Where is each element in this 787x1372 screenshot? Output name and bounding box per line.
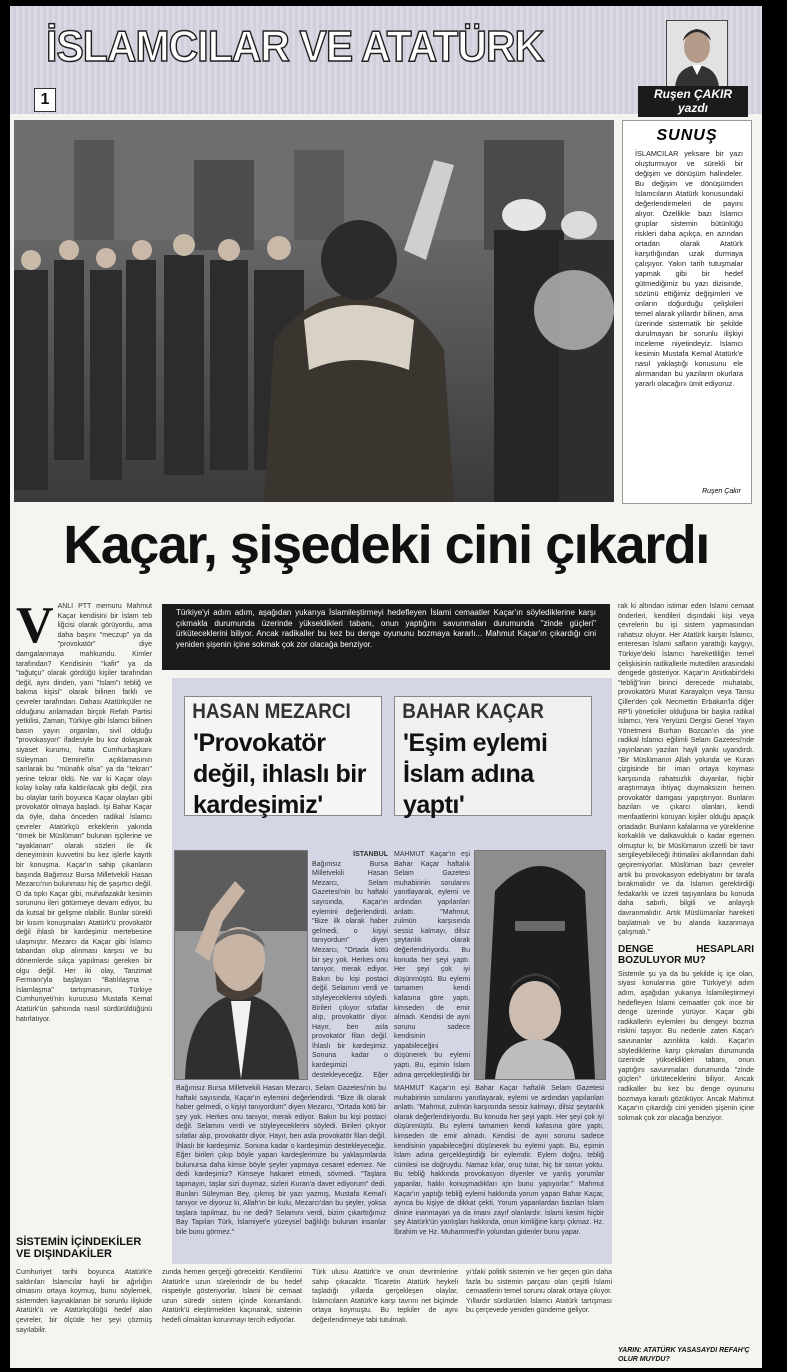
author-caption [638, 86, 748, 117]
series-title: İSLAMCILAR VE ATATÜRK [46, 22, 544, 71]
kacar-photo [474, 850, 606, 1080]
main-photo [14, 120, 614, 502]
section-subhead: SİSTEMİN İÇİNDEKİLER VE DIŞINDAKİLER [16, 1236, 142, 1260]
bottom-column-2: Türk ulusu Atatürk'e ve onun devrimlerine sahip çıkacaktır. Ticaretin Atatürk heykeli taşladığı yıllarda gerçekleşen olaylar, İslamcıların Atatürk'e karşı tavrını net biçimde ortaya koymuştu. Bu tepkiler de aynı değerlendirmeye tabi tutulmalı. [312, 1269, 458, 1324]
bottom-column-3: yı'daki politik sistemin ve her geçen gün daha fazla bu sistemin parçası olan çeşitli İslami cemaatlerin temel sorunu olarak ortaya çıkıyor. Yıllardır sürdürülen İslamcı Atatürk tartışması bu çerçevede yeniden gündeme geliyor. [466, 1269, 612, 1315]
quote-left-dateline: İSTANBUL [353, 851, 388, 858]
mezarci-photo [174, 850, 308, 1080]
quote-right-column [394, 850, 470, 1078]
quote-panel [172, 678, 612, 1264]
author-role: yazdı [677, 101, 708, 115]
quote-left-name: HASAN MEZARCI [192, 700, 351, 723]
headline: Kaçar, şişedeki cini çıkardı [63, 515, 709, 575]
quote-left-column [312, 850, 388, 1078]
next-part-teaser: YARIN: ATATÜRK YASASAYDI REFAH'Ç OLUR MUYDU? [618, 1347, 750, 1363]
series-header [10, 6, 762, 114]
quote-left-body: Bağımsız Bursa Milletvekili Hasan Mezarcı, Selam Gazetesi'nin bu haftaki sayısında, Kaçar'ın eylemini değerlendirdi. "Bize ilk olarak haber gelmedi, o kişiyi tanıyordum" diyen Mezarcı, "Ortada kötü bir şey yok. Herkes onu tanıyor, merak ediyor. Bakın bu kişi postaci değil. Selamını verdi ve söyleyeceklerini söyledi. Birileri çıkıyor sıfatlar alıp, provokatör diyor. Hayır, ben asla provokatör filan değil. İhlaslı bir kardeşimiz. Sonuna kadar o kardeşimizi destekleyeceğiz. Eğer [312, 860, 388, 1078]
bottom-column-1: zunda hemen gerçeği görecektir. Kendilerini Atatürk'e uzun sürelerindir de bu hedef nispetiyle gösteriyorlar. İslami bir cemaat uzun süredir sistem içinde konumlandı. Atatürk'ü eleştirmekten kaçınarak, sistemin hedefi olmaktan korunmayı tercih ediyorlar. [162, 1269, 302, 1324]
sunus-box [622, 120, 752, 504]
quote-left [184, 696, 382, 819]
sunus-text: İSLAMCILAR yeksare bir yazı oluşturmuyor ve sürekli bir değişim ve dönüşüm halindeler. Bu değişim ve dönüşümden İslamcıların Atatürk konusundaki değerlendirmeleri de payını alıyor. Özellikle bazı İslamcı gruplar sistemin bütünlüğü riskleri daha açıkça, en azından ortadan olarak Atatürk karşıtlığından uzak durmaya çalışıyor. Yakın tarih tutuşmalar yapmak gibi bir hedef gütmediğimiz bu yazı dizisinde, sözünü ettiğimiz değişimleri ve onların doğurduğu çelişkileri temel alarak yıllardır bilinen, ama üzerinde sistematik bir şekilde durulmayan bir sorunlu ilişkiyi inceleme niyetindeyiz. İslamcı kesimin Mustafa Kemal Atatürk'e nasıl yaklaştığı konusunu ele alırmandan bu yazıların okurlara yararlı olacağını ümit ediyoruz. [635, 149, 743, 388]
right-column-text-2: Sistemle şu ya da bu şekilde iç içe olan, siyasi konularına göre Türkiye'yi adım adım, aşağıdan yukarıya İslamileştirmeyi hedefleyen İslami cemaatler çok ince bir denge üzerinde yürüyor. Kaçar gibi radikallerin eylemleri bu dengeyi bozma riskini taşıyor. Bu nedenle zaten Kaçar'ı savunanlar azınlıkta kaldı. Kaçar'ın söylediklerine karşı çıkmaları durumunda üzerinde yükseldikleri tabanı, onun yaptığını savunmaları durumunda "zinde güçleri" ürküteceklerini biliyor. Ancak radikaller bu kez bu denge oyununu bozmaya kararlı gözüküyor. Ancak Mahmut Kaçar'ın çıkardığı cini yeniden şişenin içine sokmak çok zor olacağa benziyor. [618, 970, 754, 1122]
right-subhead: DENGE HESAPLARI BOZULUYOR MU? [618, 943, 754, 966]
part-number: 1 [34, 88, 56, 112]
sunus-signature: Ruşen Çakır [702, 488, 741, 495]
author-name: Ruşen ÇAKIR [653, 87, 732, 101]
quote-right-name: BAHAR KAÇAR [402, 700, 544, 723]
sunus-title: SUNUŞ [656, 127, 718, 144]
quote-right-continued [394, 1084, 604, 1260]
dropcap: V [16, 602, 54, 654]
quote-right-continued-text: MAHMUT Kaçar'ın eşi Bahar Kaçar haftalık Selam Gazetesi muhabirinin sorularını yanıtlayarak, eylemi ve ardından yapılanları anlattı. "Mahmut, zulmün karşısında sessiz kalmayı, dilsiz şeytanlık olarak değerlendiriyordu. Bu konuda her şeyi yaptı. Her şeyi çok iyi düşünmüştü. Bu eylemi tamamen kendi kafasına göre yaptı, kimseden de emir almadı. Kendisi de ayni sorunu sadece kendisinin yapabileceğini düşünerek bu eylemi yaptı. Bu, eşimin İslam adına gerçekleştirdiği bir eylemdir. Eylem doğru, tebliğ cümlesi ise doğruydu. Namaz kılar, oruç tutar, hiç bir sorun yoktu. Bu tebliğ hakkında provokasyon diyenler ve yanlış yorumlar yapanlar, hakkı konuşmadıkları için bunu yapıyorlar." Mahmut Kaçar'ın yaptığı tebliğ eylemi hakkında yorum yapan Bahar Kaçar, ayrıca bu kişiye de dikkat çekti. Yorum yapanlardan bazıları İslam dinine inanmayan ya da imanı zayıf olanlardır. İslami kesim hiçbir şey Atatürk'ün yanlışları hakkında, onun kimliğine karşı çıkmaz. Hz. İbrahim ve Hz. Muhammed'in yolundan gidenler bunu yapar. [394, 1085, 604, 1236]
right-column-text: rak ki altından istimar eden İslami cemaat önderleri, kendileri dışındaki kişi veya çevrelerin bu işi sistem yapmasından rahatsız oluyor. Her Atatürk karşıtı İslamcı, enteresan İslami safların yarattığı kaygıyı, Türkiye'deki İslamcı hareketliliğin temel çelişkisinin radikallerle mutedilen arasındaki dengede gösteriyor. Kaçar'ın Anıtkabir'deki "tebliğ"inin birinci derecede muhatabı, provokatörü Murat Karayalçın veya Tansu Çiller'den çok Necmettin Erbakan'la diğer RP'li yöneticiler olduğuna bir başka radikal İslamcı, Yeni Yeryüzü Dergisi Genel Yayın Yönetmeni Burhan Bozcan'ın da yine radikal İslamcı eğilimli Selam Gazetesi'nde yayınlanan yazıları hayli yankı uyandırdı. "Bir Müslümanın Allah yolunda ve Kuran çizgisinde bir iman ortaya koyması karşısında rahatsızlık duyanlar, hiçbir araştırmaya ihtiyaç duymaksızın hemen provokatör damgası yapıştırıyor. Bunların bazıları ve çıkarcı olanları, kendi menfaatlerini koruyan kişiler olduğu apaçık ortadadır. Bunların kafalarına ve yüreklerine korkaklık ve dalkavukluk o kadar egemen olmuştur ki, bir Müslümanın izzetli bir tavır sergileyebileceği ihtimalini akıllarından dahi geçiremiyorlar. Müslüman bazı çevreler artık bu provokasyon edebiyatını bir tarafa bırakmalıdır ve da İslamın gerektirdiği fedakarlık ve izzeti taşıyanlara bu konuda daha sabırlı, bilgili ve anlayışlı davranmalıdır. Artık Müslümanlar hareketi başlatmalı ve bu alanda kazanmaya çalışmalı." [618, 603, 754, 937]
left-column [16, 602, 152, 1242]
quote-left-continued-text: Bağımsız Bursa Milletvekili Hasan Mezarcı, Selam Gazetesi'nin bu haftaki sayısında, Kaçar'ın eylemini değerlendirdi. "Bize ilk olarak haber gelmedi, o kişiyi tanıyordum" diyen Mezarcı, "Ortada kötü bir şey yok. Herkes onu tanıyor, merak ediyor. Bakın bu kişi postaci değil. Selamını verdi ve söyleyeceklerini söyledi. Birileri çıkıyor sıfatlar alıp, provokatör diyor. Hayır, ben asla provokatör filan değil. İhlaslı bir kardeşimiz. Sonuna kadar o kardeşimizi destekleyeceğiz. Eğer birileri çıkıp böyle yapan kardeşlerimize bu yaklaşımlarda bulunursa daha kimse böyle şeyler yapmaya cesaret edemez. Ne dedi kardeşimiz? Kimseye hakaret etmedi, sövmedi. "Taşlara tapmayın, taşlar sizi duymaz, sizleri Kuran'a davet ediyorum" dedi. Bunları Süleyman Bey, çıkmış bir yazı yazmış, Mustafa Kemal'i tanıyor ve diyoruz ki, Allah'ın bir kulu, Mezarcı'dan bu şeyler, yoksa taşlara tapılmaz, bu ne dedi? Selamını verdi, bizim çıkarttığımız Bay Tapılan Türk, İslamiyet'e yüzeysel bağlılığı bulunan insanlar bile bunu görmez." [176, 1085, 386, 1236]
newspaper-page [10, 6, 762, 1368]
deck-box: Türkiye'yi adım adım, aşağıdan yukarıya İslamileştirmeyi hedefleyen İslami cemaatler Kaçar'ın söylediklerine karşı çıkmakla durumunda üzerinde yükseldikleri tabanı, onun yaptığını savunmaları durumunda "zinde güçleri" ürküteceklerini biliyor. Ancak radikaller bu kez bu denge oyununu bozmaya kararlı... Mahmut Kaçar'ın çıkardığı cini yeniden şişenin içine sokmak çok zor olacağa benziyor. [162, 604, 610, 670]
quote-left-text: 'Provokatör değil, ihlaslı bir kardeşimiz' [193, 729, 366, 819]
right-column [618, 602, 754, 1332]
author-box [638, 14, 748, 114]
quote-right [394, 696, 592, 819]
author-photo [666, 20, 728, 88]
quote-left-continued [176, 1084, 386, 1260]
left-column-text: ANLI PTT memuru Mahmut Kaçar kendisini bir İslam teb liğcisi olarak görüyordu, ama daha başını "meczup" ya da "provokatör" diye damgalanmaya mahkumdu. Kimler tarafından? Kendisinin "kafir" ya da "tağutçu" olarak gördüğü kişiler tarafından değil, aynı dinden, yani "İslam"ı tebliğ ve bakma kişisi" olarak bilinen farklı ve çevreler tarafından. Dahası Atatürkçüler ne olduğunu anlamadan birçok Refah Partisi yetkilisi, Zaman, Türkiye gibi İslamcı bilinen basın yayın organları, sivil olduğu "provokasyon" ifadesiyle bu koz dolaşarak siyaset kurumu, hatta Cumhurbaşkanı Süleyman Demirel'in açıklamasının sarılarak bu "münafık olsa" ya da "tekrarı" yerine tekrar öldü. Ne var ki Kaçar olayı kolay kolay rafa kaldırılacak gibi değil, zira bu olaylar tarih boyunca Kaçar olayları gibi provokatör olmaya başladı. İşi Bahar Kaçar da öyle, daha önceden radikal İslamcı çevreler Atatürkçü erkeklerin yakında "örnek bir Müslüman" bulunan işçilerine ve "ayaklanan" olarak sözleri ile ilk deneyiminin kuvvetini bu kez işlerle kayıtlı bir konuşma. Kaçar'ın sahip çıkanların başında Bağımsız Bursa Milletvekili Hasan Mezarcı'nın bulunması hiç de şaşırtıcı değil. O da tıpkı Kaçar gibi, muhafazakâr kesimin sorununu ileri götürmeye devam ediyor, bu da kutsal bir gelişme olabilir. Bunlar sürekli bir kısım konuşmaları Atatürk'ü provokatör değil ihlaslı bir kardeşimiz mertebesine ulaşmıştır. Mezarcı da Kaçar gibi İslamcı tabandan olup alınması karşısı ve bu dönemlerde sıkça yapılması gereken bir olgu değil. Her iki olay, Tanzimat Fermanı'yla başlayan "Batılılaşma - İslamlaşma" tartışmasının, Türkiye Cumhuriyeti'nin kurucusu Mustafa Kemal Atatürk'ün şahsında nasıl sürdürüldüğünü hatırlatıyor. [16, 603, 152, 1023]
quote-right-body: MAHMUT Kaçar'ın eşi Bahar Kaçar haftalık Selam Gazetesi muhabirinin sorularını yanıtlayarak, eylemi ve ardından yapılanları anlattı. "Mahmut, zulmün karşısında sessiz kalmayı, dilsiz şeytanlık olarak değerlendiriyordu. Bu konuda her şeyi yaptı. Her şeyi çok iyi düşünmüştü. Bu eylemi tamamen kendi kafasına göre yaptı, kimseden de emir almadı. Kendisi de ayni sorunu sadece kendisinin yapabileceğini düşünerek bu eylemi yaptı. Bu, eşimin İslam adına gerçekleştirdiği bir [394, 851, 470, 1078]
quote-right-text: 'Eşim eylemi İslam adına yaptı' [403, 729, 548, 819]
section-text: Cumhuriyet tarihi boyunca Atatürk'e saldırıları İslamcılar hayli bir ağırlığın olmasını ortaya koymuş, bunu söylemek, sistemden kaynaklanan bir sorunlu ilişkide Atatürk'ü ve Atatürkçülüğü hedef alan çevreler, bir ölçüde her şeyi çözmüş sayılabilir. [16, 1269, 152, 1334]
